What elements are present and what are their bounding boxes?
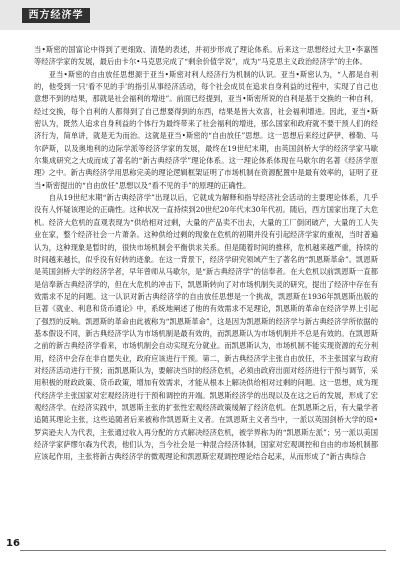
paragraph-3: 自从19世纪末期“新古典经济学”出现以后，它就成为解释和指导经济社会活动的主要理论体系，几乎没有人怀疑该理论的正确性。这种状况一直持续到20世纪20年代末30年代初。随后，西方国家出现了大危机。经济大危机的直观表现为“供给相对过剩，大量的产品卖不出去，大量的工厂倒闭破产，大量的工人失业在家，整个经济社会一片萧条。这种供给过剩的现象在危机的初期并没有引起经济学家的重视，当时普遍认为，这种现象是暂时的，很快市场机制会平衡供求关系。但是随着时间的推移，危机越来越严重，持续的时间越来越长，似乎没有好转的迹象。在这一背景下，经济学研究领域产生了著名的“凯恩斯革命”。凯恩斯是英国剑桥大学的经济学者，早年曾师从马歇尔，是“新古典经济学”的信奉者。在大危机以前凯恩斯一直都是信奉新古典经济学的，但在大危机的冲击下，凯恩斯转向了对市场机制失灵的研究，提出了经济中存在有效需求不足的问题。这一认识对新古典经济学的自由放任思想是一个挑战，凯恩斯在1936年凯恩斯出版的巨著《就业、利息和货币通论》中，系统地阐述了他的有效需求不足理论，凯恩斯的革命在经济学界上引起了强烈的反响。凯恩斯的革命由此被称为“凯恩斯革命”，这是因为凯恩斯的经济学与新古典经济学所依据的基本假设不同，新古典经济学认为市场机制是最有效的，而凯恩斯认为市场机制并不总是有效的。在凯恩斯之前的新古典经济学看来，市场机制会自动实现充分就业。而凯恩斯认为，市场机制不能实现资源的充分利用，经济中会存在非自愿失业，政府应该进行干预。第二，新古典经济学主张自由放任，不主张国家与政府对经济活动进行干预；而凯恩斯认为，要解决当时的经济危机，必须由政府出面对经济进行干预与调节，采用积极的财政政策、货币政策，增加有效需求，才能从根本上解决供给相对过剩的问题。这一思想，成为现代经济学主张国家对宏观经济进行干预和调控的开端。凯恩斯经济学的出现以及在这之后的发展，形成了宏观经济学。在经济实践中，凯恩斯主张的扩张性宏观经济政策缓解了经济危机。在凯恩斯之后，有大量学者追随其理论主张，这些追随者后来被称作凯恩斯主义者。在凯恩斯主义者当中，一派以英国剑桥大学的琼•罗宾逊夫人为代表，主张通过收入再分配的方式解决经济危机，被学界称为的“凯恩斯左派”；另一派以美国经济学家萨缪尔森为代表，他们认为，当今社会是一种混合经济体制，国家对宏观调控和自由的市场机制都应该起作用，主张将新古典经济学的微观理论和凯恩斯宏观调控理论结合起来，从而形成了“新古典综合 [34,193,378,462]
page-number: 16 [6,538,20,549]
running-header-band [0,0,400,30]
paragraph-1: 当•斯密的国富论中得到了更细致、清楚的表述，并初步形成了理论体系。后来这一思想经过大卫•李嘉图等经济学家的发展，最后由卡尔•马克思完成了“剩余价值学说”，成为“马克思主义政治经济学”的主体。 [34,45,378,67]
page-body [34,44,378,522]
paragraph-2: 亚当•斯密的自由放任思想源于亚当•斯密对利人经济行为机制的认识。亚当•斯密认为，“人都是自利的，他受到一只‘看不见的手’的指引从事经济活动，每个社会成员在追求自身利益的过程中，实现了自己也意想不到的结果，那就是社会福利的增进”。前面已经提到，亚当•斯密所说的自利是基于交换的一种自利，经过交换，每个自利的人都得到了自己想要得到的东西，结果是皆大欢喜，社会福利增进。因此，亚当•斯密认为，既然人追求自身利益的个体行为最终带来了社会福利的增进，那么国家和政府就不要干预人们的经济行为，简单讲，就是无为而治。这就是亚当•斯密的“自由放任”思想。这一思想后来经过萨伊、穆勒、马尔萨斯，以及奥地利的边际学派等经济学家的发展，最终在19世纪末期，由英国剑桥大学的经济学家马歇尔集成研究之大成而成了著名的“新古典经济学”理论体系。这一理论体系体现在马歇尔的名著《经济学原理》之中。新古典经济学用思称完美的理论逻辑框架证明了市场机制在资源配置中是最有效率的，证明了亚当•斯密提出的“自由放任”思想以及“看不见的手”的原理的正确性。 [34,69,378,190]
footer-rule [20,550,386,551]
running-header-label: 西方经济学 [22,8,90,23]
